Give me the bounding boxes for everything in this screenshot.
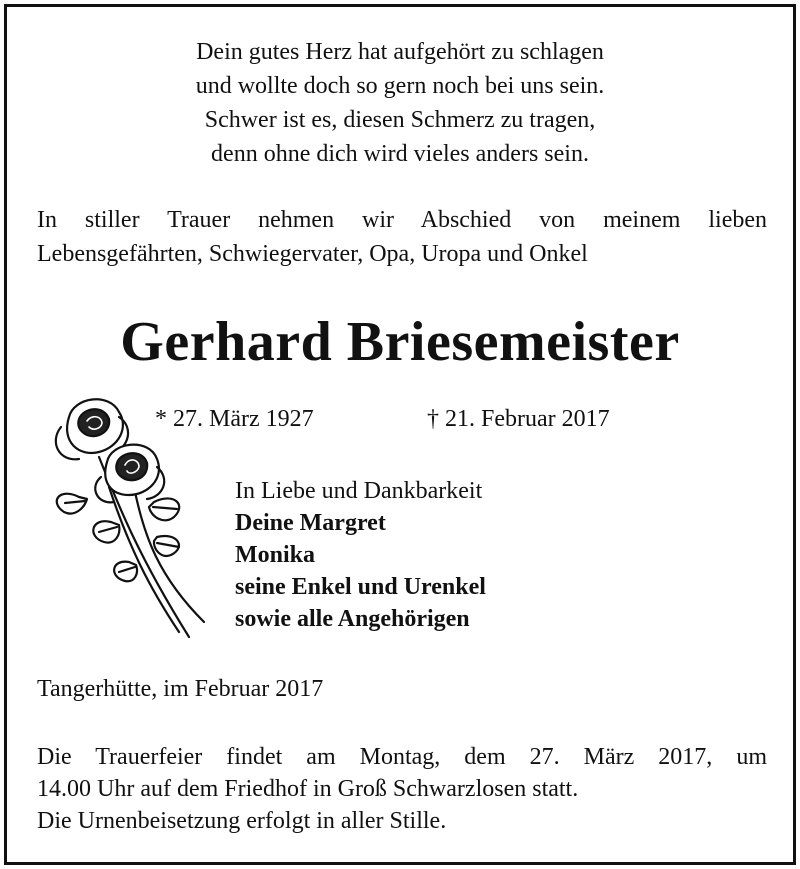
deceased-name: Gerhard Briesemeister — [120, 311, 680, 373]
mourner-name: sowie alle Angehörigen — [235, 606, 470, 632]
obituary-notice — [4, 4, 796, 865]
intro-line: Lebensgefährten, Schwiegervater, Opa, Uropa und Onkel — [37, 241, 588, 267]
funeral-service-info — [37, 741, 777, 837]
poem-line: Schwer ist es, diesen Schmerz zu tragen, — [204, 107, 596, 133]
farewell-intro — [37, 203, 767, 271]
memorial-poem — [7, 35, 793, 171]
mourner-name: Monika — [235, 542, 316, 568]
service-line: 14.00 Uhr auf dem Friedhof in Groß Schwarzlosen statt. — [37, 776, 579, 802]
mourner-name: Deine Margret — [235, 510, 386, 536]
birth-date: * 27. März 1927 — [155, 406, 314, 432]
poem-line: Dein gutes Herz hat aufgehört zu schlagen — [196, 39, 604, 65]
mourners-intro: In Liebe und Dankbarkeit — [235, 478, 483, 504]
place-and-date: Tangerhütte, im Februar 2017 — [37, 676, 324, 702]
service-line: Die Urnenbeisetzung erfolgt in aller Stille. — [37, 808, 447, 834]
poem-line: und wollte doch so gern noch bei uns sein. — [195, 73, 605, 99]
service-line: Die Trauerfeier findet am Montag, dem 27. März 2017, um — [37, 744, 767, 770]
mourners-block — [235, 475, 486, 635]
poem-line: denn ohne dich wird vieles anders sein. — [211, 141, 589, 167]
mourner-name: seine Enkel und Urenkel — [235, 574, 486, 600]
death-date: † 21. Februar 2017 — [427, 406, 610, 432]
intro-line: In stiller Trauer nehmen wir Abschied von meinem lieben — [37, 207, 767, 233]
